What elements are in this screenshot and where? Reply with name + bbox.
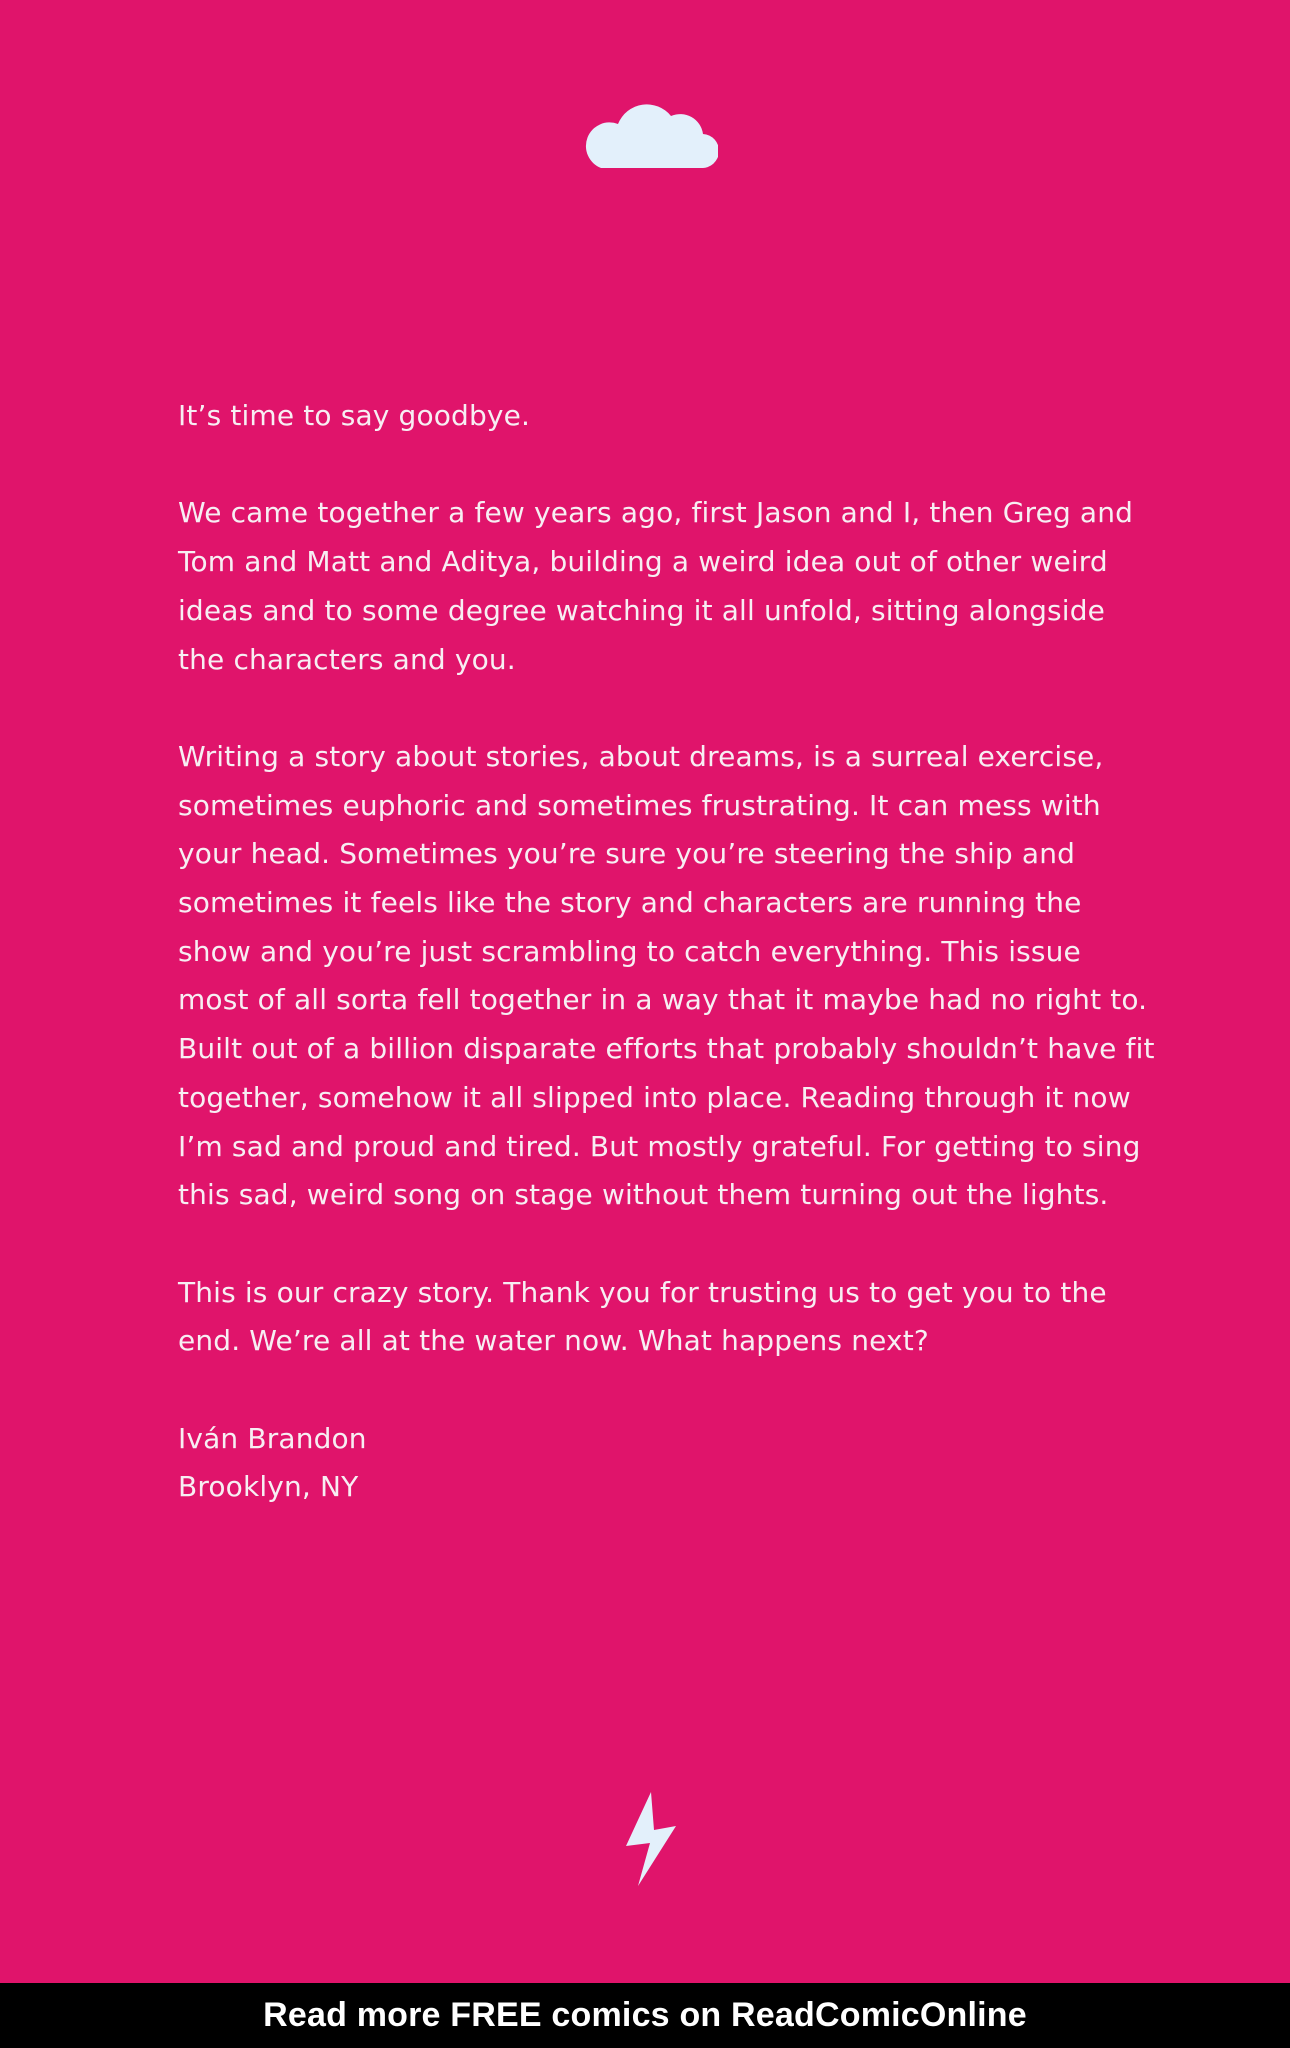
footer-banner[interactable] — [0, 1983, 1290, 2048]
letter-line: I’m sad and proud and tired. But mostly grateful. For getting to sing — [178, 1129, 1141, 1163]
author-name: Iván Brandon — [178, 1421, 367, 1455]
letter-line: together, somehow it all slipped into place. Reading through it now — [178, 1080, 1131, 1114]
signature-block — [178, 1415, 1138, 1512]
letter-body — [178, 392, 1155, 1512]
letter-line: show and you’re just scrambling to catch everything. This issue — [178, 934, 1081, 968]
letter-paragraph — [178, 489, 1138, 684]
footer-link-text[interactable]: Read more FREE comics on ReadComicOnline — [263, 1996, 1027, 2034]
letter-line: end. We’re all at the water now. What happens next? — [178, 1324, 929, 1358]
lightning-bolt-icon — [624, 1792, 678, 1886]
letter-line: It’s time to say goodbye. — [178, 399, 531, 432]
letter-line: sometimes it feels like the story and characters are running the — [178, 886, 1082, 919]
letter-paragraph — [178, 733, 1155, 1220]
letter-line: Tom and Matt and Aditya, building a weird idea out of other weird — [178, 545, 1108, 579]
letter-line: this sad, weird song on stage without them turning out the lights. — [178, 1178, 1109, 1212]
letter-paragraph — [178, 1269, 1138, 1366]
author-location: Brooklyn, NY — [178, 1470, 359, 1504]
letter-line: We came together a few years ago, first Jason and I, then Greg and — [178, 496, 1134, 530]
cloud-icon — [585, 94, 718, 168]
letter-line: Writing a story about stories, about dreams, is a surreal exercise, — [178, 739, 1104, 773]
letter-line: your head. Sometimes you’re sure you’re steering the ship and — [178, 837, 1076, 871]
letter-line: most of all sorta fell together in a way that it maybe had no right to. — [178, 983, 1148, 1017]
letter-line: ideas and to some degree watching it all unfold, sitting alongside — [178, 593, 1106, 627]
letter-line: the characters and you. — [178, 642, 516, 676]
letter-line: This is our crazy story. Thank you for trusting us to get you to the — [178, 1275, 1107, 1309]
letter-line: Built out of a billion disparate efforts that probably shouldn’t have fit — [178, 1032, 1155, 1066]
letter-line: sometimes euphoric and sometimes frustrating. It can mess with — [178, 788, 1101, 822]
letter-paragraph — [178, 392, 1138, 441]
